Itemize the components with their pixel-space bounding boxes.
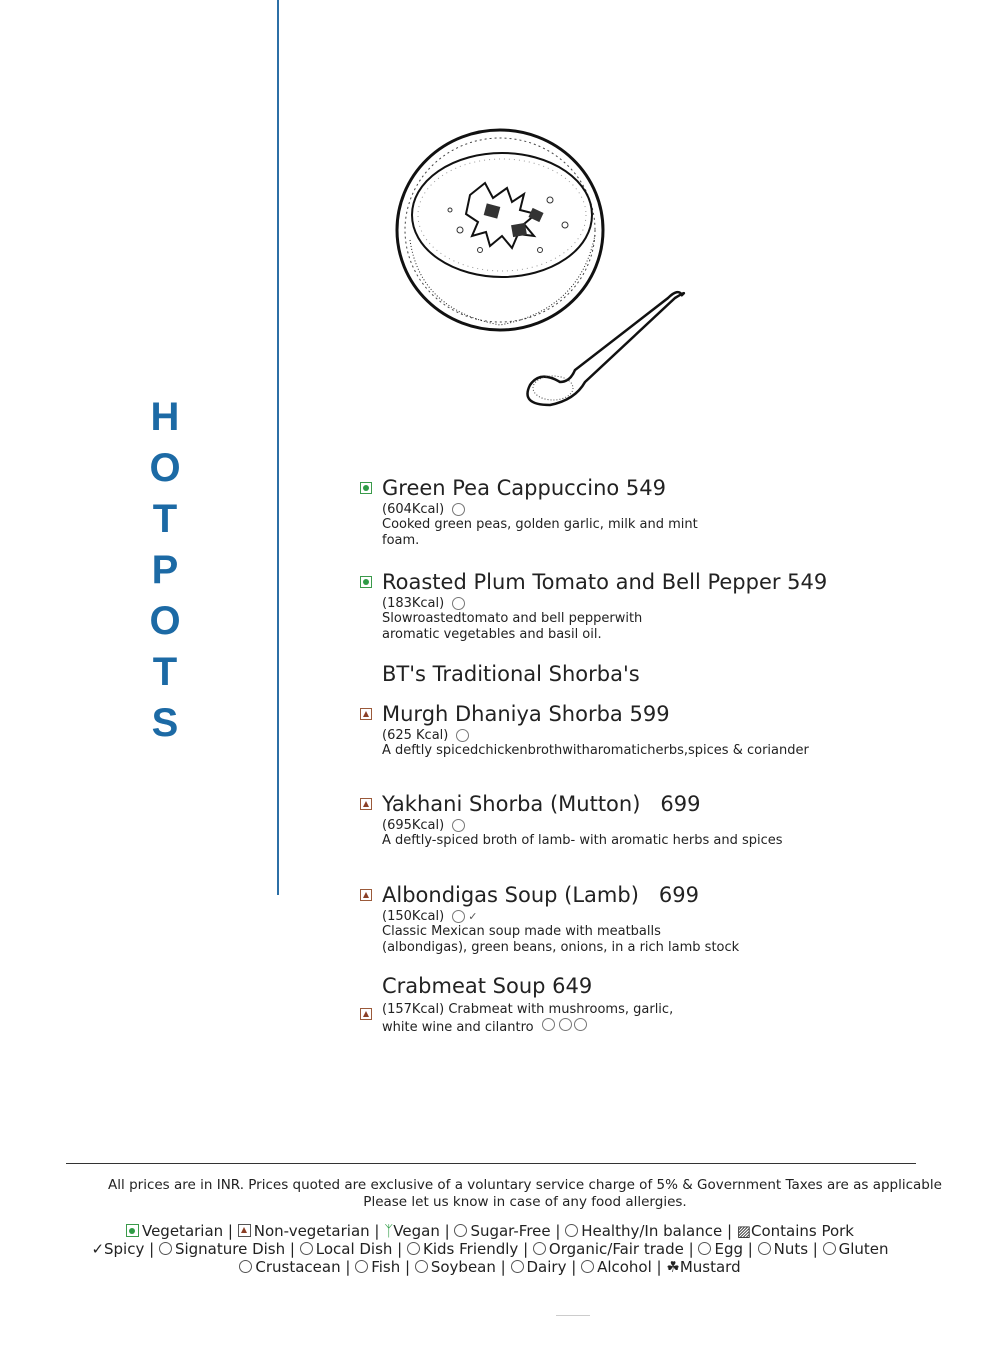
legend-egg: Egg | [714, 1240, 753, 1258]
kids-friendly-icon [407, 1242, 420, 1255]
menu-item [360, 974, 920, 1036]
title-letter: P [151, 548, 179, 592]
legend-healthy: Healthy/In balance | [581, 1222, 732, 1240]
item-calories: (625 Kcal) [382, 728, 449, 743]
subheading-shorbas: BT's Traditional Shorba's [382, 662, 640, 686]
legend-organic: Organic/Fair trade | [548, 1240, 694, 1258]
description-line: (157Kcal) Crabmeat with mushrooms, garlic, [382, 1002, 674, 1017]
item-calories: (695Kcal) [382, 818, 445, 833]
signature-dish-icon [159, 1242, 172, 1255]
description-line: Classic Mexican soup made with meatballs [382, 924, 661, 939]
dairy-icon [452, 910, 465, 923]
title-letter: T [152, 650, 178, 694]
menu-item [360, 702, 920, 759]
dairy-icon [511, 1260, 524, 1273]
legend-signature: Signature Dish | [174, 1240, 295, 1258]
title-letter: O [149, 599, 181, 643]
vegetarian-icon [126, 1224, 139, 1237]
title-letter: T [152, 497, 178, 541]
item-description [382, 611, 920, 643]
item-description [382, 517, 920, 549]
legend-vegetarian: Vegetarian | [141, 1222, 233, 1240]
page-marker [556, 1315, 590, 1316]
legend-vegan: Vegan | [393, 1222, 450, 1240]
spicy-icon: ✓ [468, 910, 478, 923]
vegan-icon: ᛉ [384, 1222, 394, 1240]
item-name: Albondigas Soup (Lamb) 699 [382, 883, 700, 907]
menu-item [360, 883, 920, 956]
description-line: A deftly-spiced broth of lamb- with aromatic herbs and spices [382, 833, 783, 848]
legend-spicy: Spicy | [104, 1240, 155, 1258]
non-vegetarian-icon [238, 1224, 251, 1237]
item-calories: (183Kcal) [382, 596, 445, 611]
legend-sugar-free: Sugar-Free | [470, 1222, 561, 1240]
menu-item [360, 570, 920, 643]
vertical-divider [277, 0, 279, 895]
legend-pork: Contains Pork [750, 1222, 854, 1240]
item-name: Roasted Plum Tomato and Bell Pepper 549 [382, 570, 828, 594]
footer-allergies: Please let us know in case of any food allergies. [363, 1194, 687, 1210]
item-description [382, 743, 920, 759]
description-line: Cooked green peas, golden garlic, milk and mint [382, 517, 698, 532]
description-line: foam. [382, 533, 420, 548]
mustard-icon: ☘ [666, 1258, 680, 1276]
fish-icon [355, 1260, 368, 1273]
title-letter: O [149, 446, 181, 490]
dairy-icon [452, 597, 465, 610]
non-vegetarian-icon [360, 1008, 372, 1020]
description-line: white wine and cilantro [382, 1020, 534, 1035]
title-letter: H [150, 395, 180, 439]
spicy-icon: ✓ [91, 1240, 105, 1258]
menu-item [360, 476, 920, 549]
footer-divider [66, 1163, 916, 1164]
non-vegetarian-icon [360, 889, 372, 901]
item-name: Green Pea Cappuccino 549 [382, 476, 666, 500]
legend-gluten: Gluten [838, 1240, 889, 1258]
legend-soybean: Soybean | [430, 1258, 506, 1276]
dairy-icon [574, 1018, 587, 1031]
title-letter: S [151, 701, 179, 745]
description-line: (albondigas), green beans, onions, in a rich lamb stock [382, 940, 740, 955]
legend-mustard: Mustard [679, 1258, 741, 1276]
footer-prices: All prices are in INR. Prices quoted are exclusive of a voluntary service charge of 5% & Government Taxes are as applicable [108, 1177, 942, 1193]
alcohol-icon [559, 1018, 572, 1031]
dairy-icon [456, 729, 469, 742]
dairy-icon [452, 819, 465, 832]
description-line: Slowroastedtomato and bell pepperwith [382, 611, 643, 626]
local-dish-icon [300, 1242, 313, 1255]
vegetarian-icon [360, 576, 372, 588]
crustacean-icon [239, 1260, 252, 1273]
healthy-icon [565, 1224, 578, 1237]
item-name: Yakhani Shorba (Mutton) 699 [382, 792, 701, 816]
item-calories: (150Kcal) [382, 909, 445, 924]
footer-note [100, 1177, 950, 1211]
menu-item [360, 792, 920, 849]
item-name: Crabmeat Soup 649 [382, 974, 593, 998]
description-line: A deftly spicedchickenbrothwitharomaticherbs,spices & coriander [382, 743, 809, 758]
egg-icon [698, 1242, 711, 1255]
section-title-hotpots [140, 392, 190, 749]
legend-dairy: Dairy | [526, 1258, 577, 1276]
item-name: Murgh Dhaniya Shorba 599 [382, 702, 670, 726]
legend-nuts: Nuts | [773, 1240, 818, 1258]
legend-kids: Kids Friendly | [423, 1240, 529, 1258]
dietary-legend [40, 1222, 940, 1276]
item-calories: (604Kcal) [382, 502, 445, 517]
organic-icon [533, 1242, 546, 1255]
vegetarian-icon [360, 482, 372, 494]
alcohol-icon [581, 1260, 594, 1273]
pork-icon: ▨ [736, 1222, 751, 1240]
description-line: aromatic vegetables and basil oil. [382, 627, 602, 642]
item-description [382, 833, 920, 849]
dairy-icon [452, 503, 465, 516]
non-vegetarian-icon [360, 798, 372, 810]
legend-crustacean: Crustacean | [255, 1258, 351, 1276]
legend-alcohol: Alcohol | [597, 1258, 662, 1276]
item-description [382, 924, 920, 956]
soybean-icon [415, 1260, 428, 1273]
gluten-icon [823, 1242, 836, 1255]
non-vegetarian-icon [360, 708, 372, 720]
nuts-icon [758, 1242, 771, 1255]
legend-fish: Fish | [371, 1258, 411, 1276]
crustacean-icon [542, 1018, 555, 1031]
legend-non-vegetarian: Non-vegetarian | [253, 1222, 380, 1240]
sugar-free-icon [454, 1224, 467, 1237]
soup-bowl-illustration [390, 120, 690, 410]
legend-local: Local Dish | [315, 1240, 403, 1258]
item-description [382, 1002, 673, 1036]
